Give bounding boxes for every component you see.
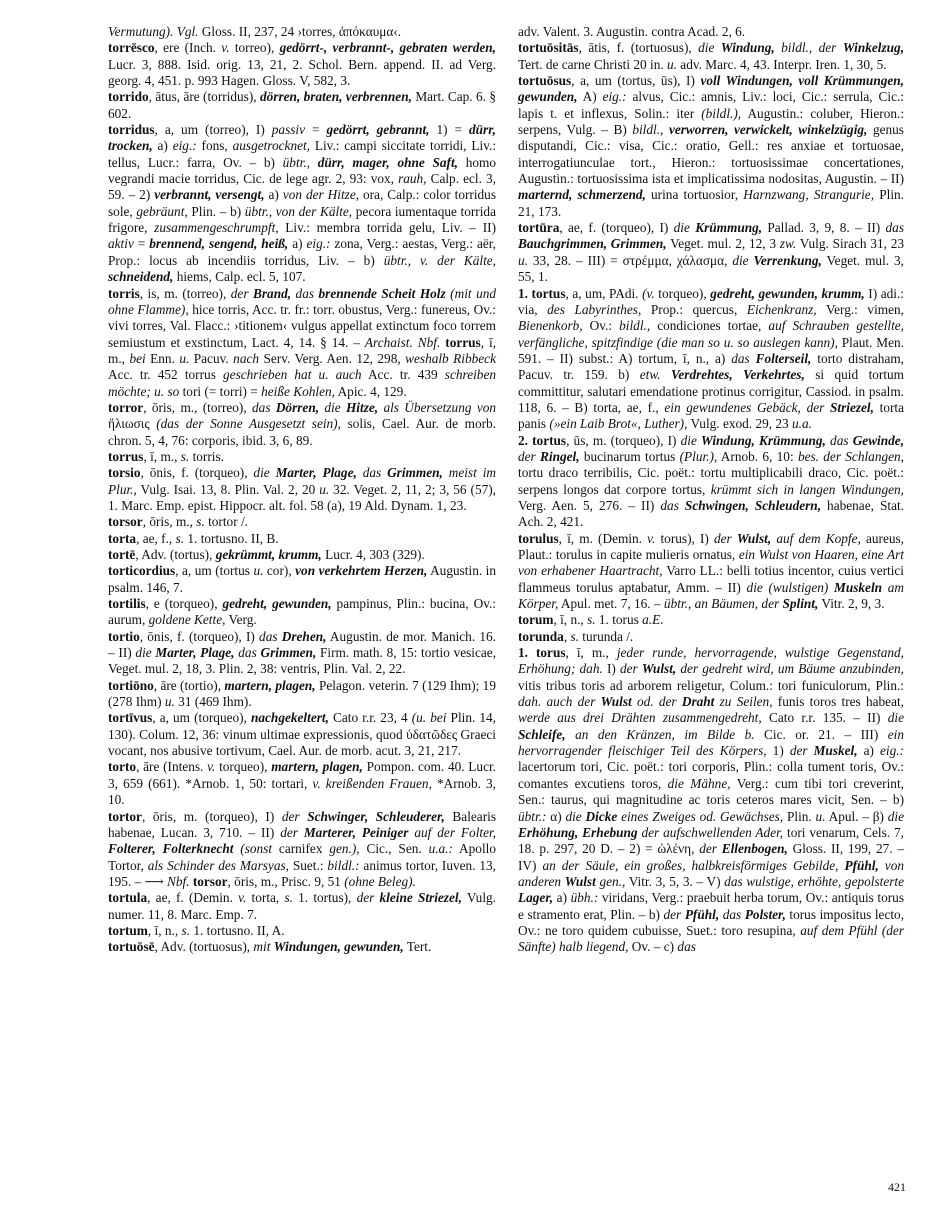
dictionary-entry: tortē, Adv. (tortus), gekrümmt, krumm, Lucr. 4, 303 (329).: [108, 547, 425, 562]
dictionary-entry: tortuōsitās, ātis, f. (tortuosus), die Windung, bildl., der Winkelzug, Tert. de carne Christi 20 in. u. adv. Marc. 4, 43. Interpr. Iren. 1, 30, 5.: [518, 40, 905, 72]
dictionary-entry: torrido, ātus, āre (torridus), dörren, braten, verbrennen, Mart. Cap. 6. § 602.: [108, 89, 496, 121]
dictionary-entry: torrēsco, ere (Inch. v. torreo), gedörrt-, verbrannt-, gebraten werden, Lucr. 3, 888. Isid. orig. 13, 21, 2. Schol. Bern. append. II. ad Verg. georg. 4, 451. p. 993 Hagen. Gloss. V, 582, 3.: [108, 40, 496, 89]
dictionary-entry: tortuōsus, a, um (tortus, ūs), I) voll Windungen, voll Krümmungen, gewunden, A) eig.: alvus, Cic.: amnis, Liv.: loci, Cic.: serrula, Cic.: lapis t. et inflexus, Solin.: iter (bildl.), Augustin.: coluber, Hieron.: serpens, Vulg. – B) bildl., verworren, verwickelt, winkelzügig, genus disputandi, Cic.: visa, Cic.: oratio, Gell.: res anxiae et tortuosae, interrogatiunculae tort., Hieron.: tortuosissimae concertationes, Augustin.: tortuosissima ista et implicatissima nodositas, Augustin. – II) marternd, schmerzend, urina tortuosior, Harnzwang, Strangurie, Plin. 21, 173.: [518, 73, 905, 219]
right-column: [518, 24, 904, 956]
dictionary-entry: torror, ōris, m., (torreo), das Dörren, die Hitze, als Übersetzung von ἥλιωσις (das der Sonne Ausgesetzt sein), solis, Cael. Aur. de morb. chron. 5, 4, 76: corporis, ibid. 3, 6, 89.: [108, 399, 497, 448]
dictionary-entry: 1. tortus, a, um, PAdi. (v. torqueo), gedreht, gewunden, krumm, I) adi.: via, des Labyrinthes, Prop.: quercus, Eichenkranz, Verg.: vimen, Bienenkorb, Ov.: bildl., condiciones tortae, auf Schrauben gestellte, verfängliche, spitzfindige (die man so u. so auslegen kann), Plaut. Men. 591. – II) subst.: A) tortum, ī, n., a) das Folterseil, torto distraham, Pacuv. tr. 159. b) etw. Verdrehtes, Verkehrtes, si quid tortum committitur, salutari emendatione protinus corrigitur, Cassiod. in psalm. 118, 6. – B) torta, ae, f., ein gewundenes Gebäck, der Striezel, torta panis (»ein Laib Brot«, Luther), Vulg. exod. 29, 23 u.a.: [518, 285, 905, 432]
dictionary-entry: torsio, ōnis, f. (torqueo), die Marter, Plage, das Grimmen, meist im Plur., Vulg. Isai. 13, 8. Plin. Val. 2, 20 u. 32. Veget. 2, 11, 2; 3, 56 (57), 1. Marc. Emp. epist. Hippocr. alt. fol. 58 (a), 19 Ald. Dynam. 1, 23.: [108, 465, 497, 513]
dictionary-entry: tortūra, ae, f. (torqueo), I) die Krümmung, Pallad. 3, 9, 8. – II) das Bauchgrimmen, Grimmen, Veget. mul. 2, 12, 3 zw. Vulg. Sirach 31, 23 u. 33, 28. – III) = στρέμμα, χάλασμα, die Verrenkung, Veget. mul. 3, 55, 1.: [518, 220, 904, 285]
left-column: [108, 24, 496, 956]
dictionary-entry: torticordius, a, um (tortus u. cor), von verkehrtem Herzen, Augustin. in psalm. 146, 7.: [108, 563, 496, 595]
dictionary-entry: torunda, s. turunda /.: [518, 628, 634, 644]
dictionary-entry: Vermutung). Vgl. Gloss. II, 237, 24 ›torres, ἀπόκαυμα‹.: [108, 24, 402, 39]
dictionary-entry: tortilis, e (torqueo), gedreht, gewunden, pampinus, Plin.: bucina, Ov.: aurum, goldene Kette, Verg.: [108, 596, 496, 628]
dictionary-entry: tortum, ī, n., s. 1. tortusno. II, A.: [108, 922, 285, 938]
dictionary-entry: tortio, ōnis, f. (torqueo), I) das Drehen, Augustin. de mor. Manich. 16. – II) die Marter, Plage, das Grimmen, Firm. math. 8, 15: tortio vesicae, Veget. mul. 2, 18, 3. Plin. 2, 38: ventris, Plin. Val. 2, 22.: [108, 628, 497, 677]
dictionary-entry: torrus, ī, m., s. torris.: [108, 448, 224, 464]
dictionary-entry: 2. tortus, ūs, m. (torqueo), I) die Windung, Krümmung, das Gewinde, der Ringel, bucinarum tortus (Plur.), Arnob. 6, 10: bes. der Schlangen, tortu draco terribilis, Cic. poët.: tortu multiplicabili draco, Cic. poët.: serpens longos dat corpore tortus, krümmt sich in langen Windungen, Verg. Aen. 5, 276. – II) das Schwingen, Schleudern, habenae, Stat. Ach. 2, 421.: [518, 432, 905, 530]
dictionary-entry: adv. Valent. 3. Augustin. contra Acad. 2, 6.: [518, 24, 746, 39]
dictionary-entry: tortula, ae, f. (Demin. v. torta, s. 1. tortus), der kleine Striezel, Vulg. numer. 11, 8. Marc. Emp. 7.: [108, 890, 496, 922]
dictionary-entry: torta, ae, f., s. 1. tortusno. II, B.: [108, 530, 279, 546]
dictionary-entry: tortuōsē, Adv. (tortuosus), mit Windungen, gewunden, Tert.: [108, 939, 432, 955]
dictionary-entry: torum, ī, n., s. 1. torus a.E.: [518, 612, 664, 628]
page-number: 421: [888, 1180, 906, 1194]
dictionary-entry: 1. torus, ī, m., jeder runde, hervorragende, wulstige Gegenstand, Erhöhung; dah. I) der Wulst, der gedreht wird, um Bäume anzubinden, vitis tribus toris ad arborem religetur, Colum.: tori funiculorum, Plin.: dah. auch der Wulst od. der Draht zu Seilen, funis toros tres habeat, werde aus drei Drähten zusammengedreht, Cato r.r. 135. – II) die Schleife, an den Kränzen, im Bilde b. Cic. or. 21. – III) ein hervorragender fleischiger Teil des Körpers, 1) der Muskel, a) eig.: lacertorum tori, Cic. poët.: tori corporis, Plin.: colla tument toris, Ov.: comantes excutiens toros, die Mähne, Verg.: cum tibi tori creverint, Sen.: taurus, qui magnitudine ac toris ceteros mares vicit, Sen. – b) übtr.: α) die Dicke eines Zweiges od. Gewächses, Plin. u. Apul. – β) die Erhöhung, Erhebung der aufschwellenden Ader, tori venarum, Cels. 7, 18. p. 297, 20 D. – 2) = ὠλένη, der Ellenbogen, Gloss. II, 199, 27. – IV) an der Säule, ein großes, halbkreisförmiges Gebilde, Pfühl, von anderen Wulst gen., Vitr. 3, 5, 3. – V) das wulstige, erhöhte, gepolsterte Lager, a) übh.: viridans, Verg.: praebuit herba torum, Ov.: antiquis torus e stramento erat, Plin. – b) der Pfühl, das Polster, torus impositus lecto, Ov.: ne toro quidem cubuisse, Suet.: toro resupina, auf dem Pfühl (der Sänfte) halb liegend, Ov. – c) das: [518, 645, 905, 955]
dictionary-entry: torris, is, m. (torreo), der Brand, das brennende Scheit Holz (mit und ohne Flamme), hice torris, Acc. tr. fr.: torr. obustus, Verg.: funereus, Ov.: vivi torres, Val. Flacc.: ›titionem‹ vulgus appellat extinctum foco torrem semiustum et exstinctum, Lact. 4, 14. § 14. – Archaist. Nbf. torrus, ī, m., bei Enn. u. Pacuv. nach Serv. Verg. Aen. 12, 298, weshalb Ribbeck Acc. tr. 452 torrus geschrieben hat u. auch Acc. tr. 439 schreiben möchte; u. so tori (= torri) = heiße Kohlen, Apic. 4, 129.: [108, 285, 497, 399]
dictionary-entry: torsor, ōris, m., s. tortor /.: [108, 514, 248, 530]
dictionary-entry: torto, āre (Intens. v. torqueo), martern, plagen, Pompon. com. 40. Lucr. 3, 659 (661). *Arnob. 1, 50: tortari, v. kreißenden Frauen, *Arnob. 3, 10.: [108, 759, 496, 808]
dictionary-entry: tortor, ōris, m. (torqueo), I) der Schwinger, Schleuderer, Baleаris habenae, Lucan. 3, 710. – II) der Marterer, Peiniger auf der Folter, Folterer, Folterknecht (sonst carnifex gen.), Cic., Sen. u.a.: Apollo Tortor, als Schinder des Marsyas, Suet.: bildl.: animus tortor, Iuven. 13, 195. – ⟶ Nbf. torsor, ōris, m., Prisc. 9, 51 (ohne Beleg).: [108, 808, 497, 889]
dictionary-entry: tortīvus, a, um (torqueo), nachgekeltert, Cato r.r. 23, 4 (u. bei Plin. 14, 130). Colum. 12, 36: vinum ultimae expressionis, quod ὑδατῶδες Graeci vocant, nos abusive tortivum, Cael. Aur. de morb. acut. 3, 21, 217.: [108, 710, 496, 759]
dictionary-entry: torulus, ī, m. (Demin. v. torus), I) der Wulst, auf dem Kopfe, aureus, Plaut.: torulus in capite mulieris ornatus, ein Wulst von Haaren, eine Art von erhabener Haartracht, Varro LL.: belli totius incentor, cuius vertici flammeus torulus aptabatur, Amm. – II) die (wulstigen) Muskeln am Körper, Apul. met. 7, 16. – übtr., an Bäumen, der Splint, Vitr. 2, 9, 3.: [518, 530, 905, 612]
dictionary-entry: tortiōno, āre (tortio), martern, plagen, Pelagon. veterin. 7 (129 Ihm); 19 (278 Ihm) u. 31 (469 Ihm).: [108, 677, 496, 710]
dictionary-entry: torridus, a, um (torreo), I) passiv = gedörrt, gebrannt, 1) = dürr, trocken, a) eig.: fons, ausgetrocknet, Liv.: campi siccitate torridi, Liv.: tellus, Lucr.: farra, Ov. – b) übtr., dürr, mager, ohne Saft, homo vegrandi macie torridus, Cic. de lege agr. 2, 93: vox, rauh, Calp. ecl. 3, 59. – 2) verbrannt, versengt, a) von der Hitze, ora, Calp.: color torridus sole, gebräunt, Plin. – b) übtr., von der Kälte, pecora iumentaque torrida frigore, zusammengeschrumpft, Liv.: membra torrida gelu, Liv. – II) aktiv = brennend, sengend, heiß, a) eig.: zona, Verg.: aestas, Verg.: aër, Prop.: locus ab incendiis torridus, Liv. – b) übtr., v. der Kälte, schneidend, hiems, Calp. ecl. 5, 107.: [108, 122, 497, 285]
